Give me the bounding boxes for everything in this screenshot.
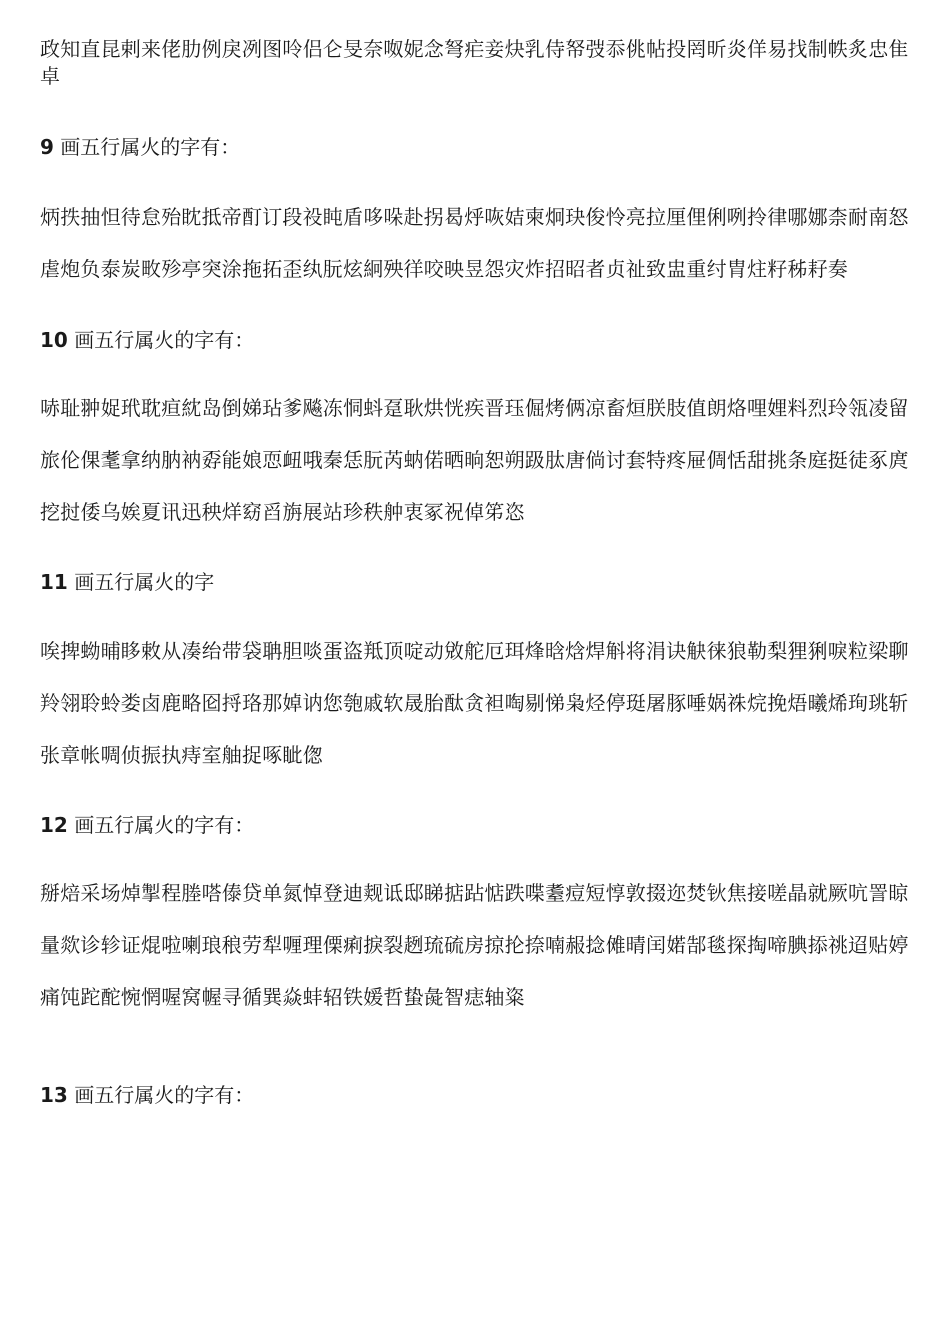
stroke-count: 12 bbox=[40, 813, 68, 837]
stroke-count: 9 bbox=[40, 135, 54, 159]
section-title: 画五行属火的字有： bbox=[60, 135, 241, 159]
section-title: 画五行属火的字有： bbox=[74, 1083, 255, 1107]
section-title: 画五行属火的字 bbox=[74, 570, 215, 594]
char-list-11-stroke: 唉捭蚴晡眵敕从凑绐带袋聃胆啖蛋盗羝顶啶动敓舵厄珥烽晗焓焊斛将涓诀觖徕狼勒梨狸猁唳粒梁聊羚翎聆蛉娄卤鹿略囵捋珞那婥讷您匏戚软晟胎酞贪袒啕剔悌枭烃停珽屠豚唾娲祩烷挽焐曦烯珣珧斩张章帐啁侦振执痔室舳捉啄眦偬 bbox=[40, 639, 909, 767]
char-list-8-stroke-continued: 政知直昆剌来佬肋例戾冽图呤侣仑旻奈呶妮念弩疟妾炔乳侍帑弢忝佻帖投罔昕炎佯易找制帙炙忠隹卓 bbox=[40, 37, 909, 88]
stroke-count: 10 bbox=[40, 328, 68, 352]
section-heading-10 bbox=[40, 326, 910, 354]
section-heading-13 bbox=[40, 1081, 910, 1109]
section-heading-11 bbox=[40, 568, 910, 596]
stroke-count: 13 bbox=[40, 1083, 68, 1107]
char-list-9-stroke: 炳抶抽怛待怠殆眈抵帝酊订段祋盹盾哆哚赴拐曷烀咴姞柬炯玦俊怜亮拉厘俚俐咧拎律哪娜柰耐南怒虐炮负泰炭畋殄亭突涂拖拓歪纨朊炫絅殃徉咬映昱怨灾炸招昭者贞祉致盅重纣胄炷籽秭耔奏 bbox=[40, 205, 909, 281]
stroke-count: 11 bbox=[40, 570, 68, 594]
char-list-12-stroke: 掰焙采场焯掣程塍嗒傣贷单氮悼登迪觌诋邸睇掂跕惦跌喋耋痘短惇敦掇迩焚钬焦接嗟晶就厥吭詈晾量欻诊轸证焜啦喇琅稂劳犁喱理傈痢捩裂趔琉硫房掠抡捺喃赧捻傩晴闰婼郜毯探掏啼腆掭祧迢贴婷痛饨跎酡惋惘喔窝幄寻循巽焱蚌轺铁媛哲蛰彘智痣轴粢 bbox=[40, 881, 909, 1009]
section-title: 画五行属火的字有： bbox=[74, 813, 255, 837]
section-title: 画五行属火的字有： bbox=[74, 328, 255, 352]
char-list-10-stroke: 哧耻翀娖玳耽疸紞岛倒娣玷爹飚冻恫蚪趸耿烘恍疾晋珏倔烤俩凉畜烜朕肢值朗烙哩娌料烈玲瓴凌留旅伦倮耄拿纳肭衲孬能娘恧衄哦秦恁朊芮蚋偌晒晌恕朔趿肽唐倘讨套特疼屉倜恬甜挑条庭挺徒豖庹挖挝倭乌娭夏讯迅秧烊窈舀旃展站珍秩舯衷冢祝倬笫恣 bbox=[40, 396, 909, 524]
document-page bbox=[40, 36, 910, 1109]
section-heading-12 bbox=[40, 811, 910, 839]
section-heading-9 bbox=[40, 133, 910, 161]
